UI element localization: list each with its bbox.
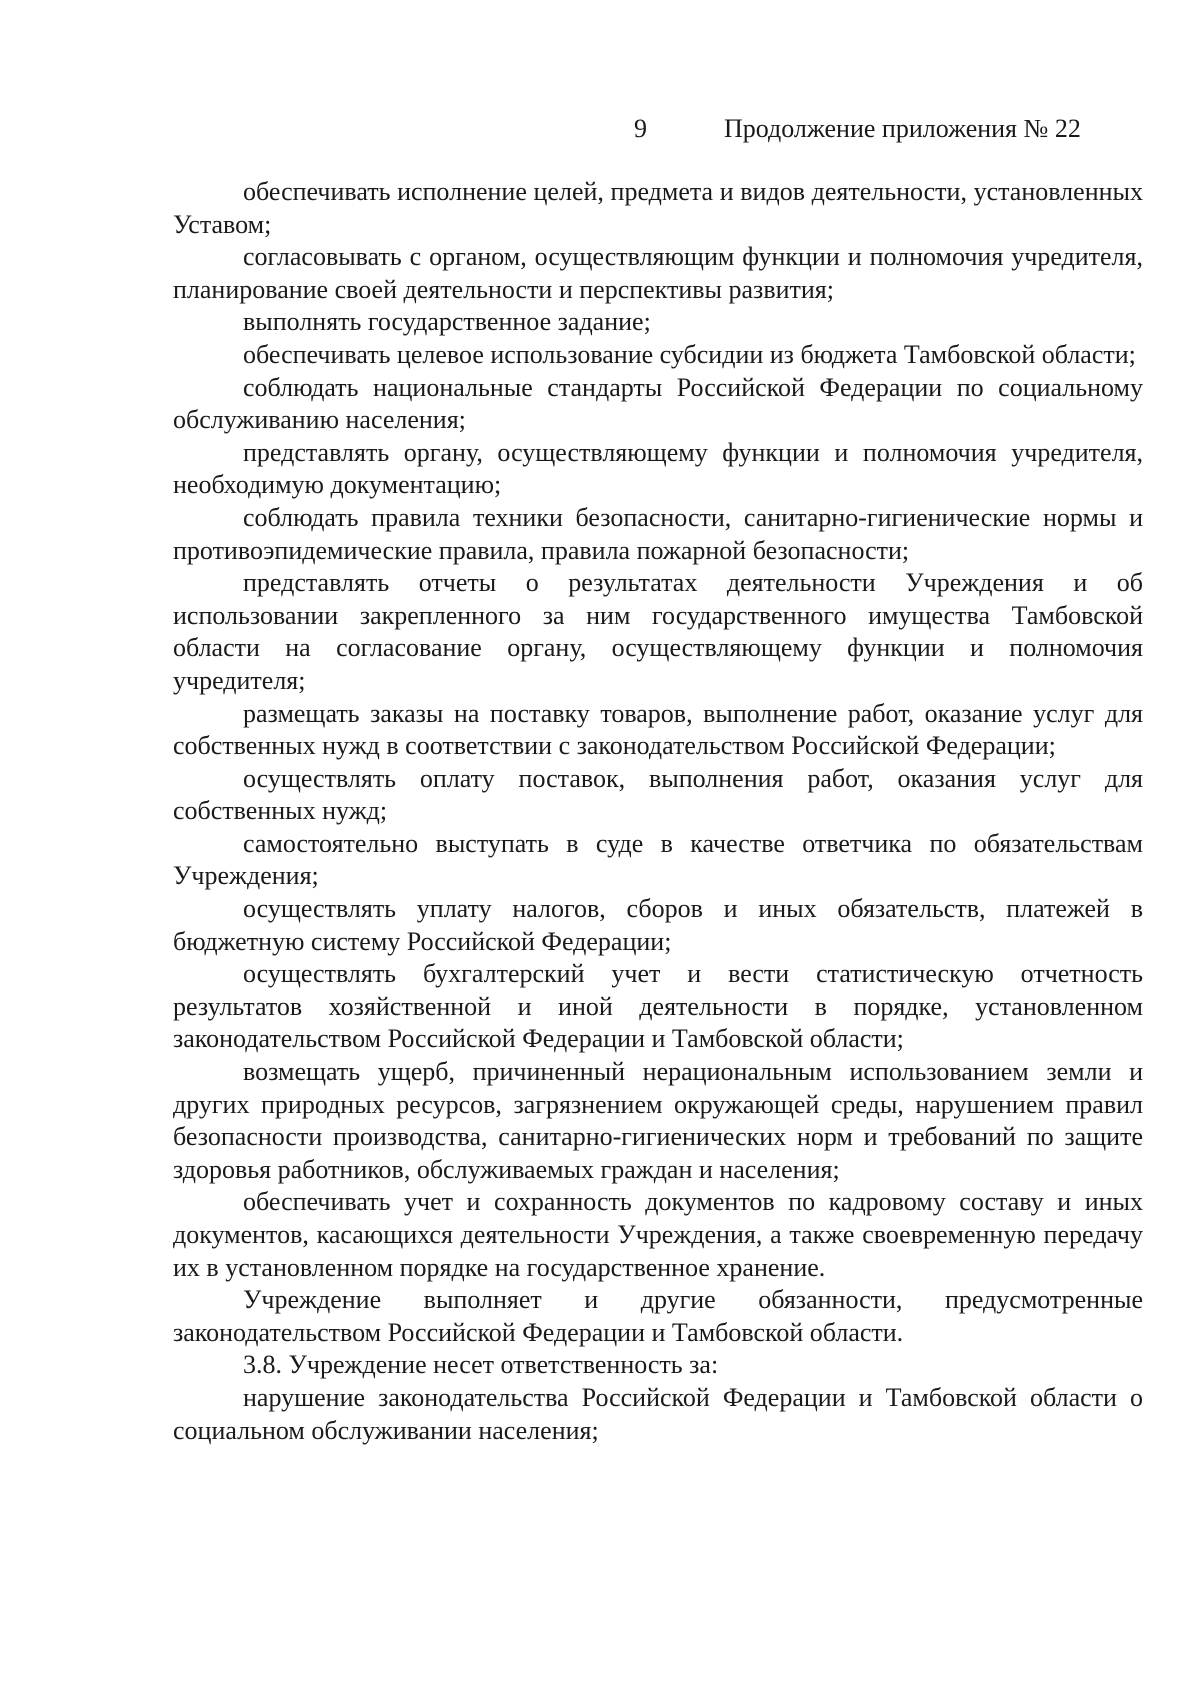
paragraph-accounting: осуществлять бухгалтерский учет и вести статистическую отчетность результатов хозяйственной и иной деятельности в порядке, установленном законодательством Российской Федерации и Тамбовской области;	[173, 959, 1143, 1054]
page-number: 9	[634, 114, 647, 143]
paragraph-national-standards: соблюдать национальные стандарты Российской Федерации по социальному обслуживанию населения;	[173, 372, 1143, 435]
paragraph-documentation: представлять органу, осуществляющему функции и полномочия учредителя, необходимую документацию;	[173, 437, 1143, 500]
paragraph-taxes: осуществлять уплату налогов, сборов и иных обязательств, платежей в бюджетную систему Российской Федерации;	[173, 894, 1143, 956]
paragraph-section-3-8: 3.8. Учреждение несет ответственность за:	[243, 1350, 719, 1380]
paragraph-subsidy-use: обеспечивать целевое использование субсидии из бюджета Тамбовской области;	[243, 339, 1136, 369]
paragraph-other-duties: Учреждение выполняет и другие обязанности, предусмотренные законодательством Российской Федерации и Тамбовской области.	[173, 1285, 1143, 1347]
paragraph-state-task: выполнять государственное задание;	[243, 307, 651, 337]
paragraph-safety-rules: соблюдать правила техники безопасности, санитарно-гигиенические нормы и противоэпидемические правила, правила пожарной безопасности;	[173, 502, 1143, 565]
document-body	[173, 176, 1143, 1447]
page-header	[0, 112, 1200, 146]
paragraph-orders: размещать заказы на поставку товаров, выполнение работ, оказание услуг для собственных нужд в соответствии с законодательством Российской Федерации;	[173, 698, 1143, 761]
paragraph-law-violation: нарушение законодательства Российской Федерации и Тамбовской области о социальном обслуживании населения;	[173, 1382, 1143, 1445]
paragraph-reports: представлять отчеты о результатах деятельности Учреждения и об использовании закрепленного за ним государственного имущества Тамбовской области на согласование органу, осуществляющему функции и полномочия учредителя;	[173, 568, 1143, 695]
paragraph-payments-supplies: осуществлять оплату поставок, выполнения работ, оказания услуг для собственных нужд;	[173, 763, 1143, 826]
paragraph-records-storage: обеспечивать учет и сохранность документов по кадровому составу и иных документов, касающихся деятельности Учреждения, а также своевременную передачу их в установленном порядке на государственное хранение.	[173, 1187, 1143, 1282]
appendix-continuation-title: Продолжение приложения № 22	[724, 114, 1081, 143]
paragraph-court: самостоятельно выступать в суде в качестве ответчика по обязательствам Учреждения;	[173, 828, 1143, 891]
paragraph-ensure-goals: обеспечивать исполнение целей, предмета и видов деятельности, установленных Уставом;	[173, 177, 1143, 239]
paragraph-coordinate-planning: согласовывать с органом, осуществляющим функции и полномочия учредителя, планирование своей деятельности и перспективы развития;	[173, 242, 1143, 304]
paragraph-damage-compensation: возмещать ущерб, причиненный нерациональным использованием земли и других природных ресурсов, загрязнением окружающей среды, нарушением правил безопасности производства, санитарно-гигиенических норм и требований по защите здоровья работников, обслуживаемых граждан и населения;	[173, 1057, 1143, 1184]
